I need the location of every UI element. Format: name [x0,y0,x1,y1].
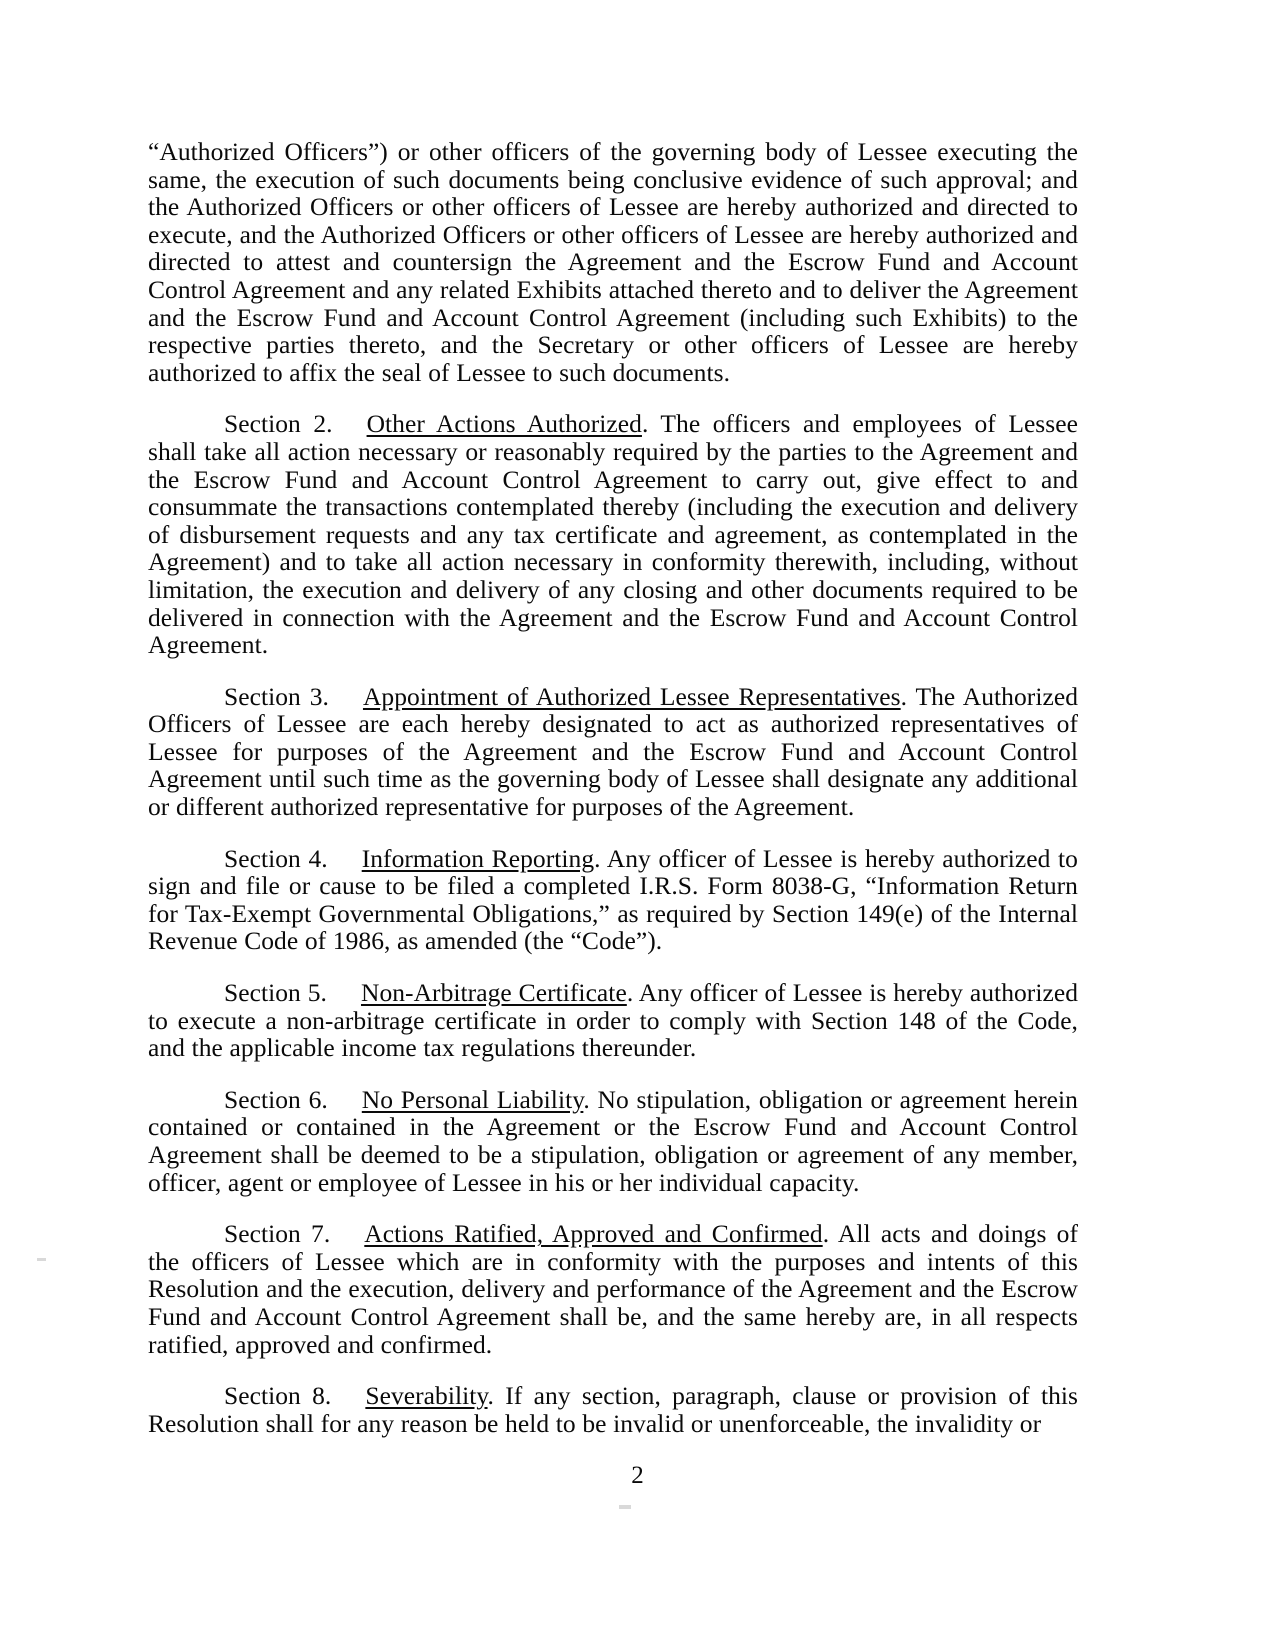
paragraph-section-8 [148,1382,1078,1437]
section-body: . The Authorized Officers of Lessee are each hereby designated to act as authorized representatives of Lessee for purposes of the Agreement and the Escrow Fund and Account Control Agreement until such time as the governing body of Lessee shall designate any additional or different authorized representative for purposes of the Agreement. [148,681,1078,822]
section-number: Section 6. [224,1084,328,1114]
section-body: . No stipulation, obligation or agreement herein contained or contained in the Agreement or the Escrow Fund and Account Control Agreement shall be deemed to be a stipulation, obligation or agreement of any member, officer, agent or employee of Lessee in his or her individual capacity. [148,1084,1078,1197]
section-number: Section 2. [224,409,333,439]
paragraph-continuation [148,138,1078,386]
page-number: 2 [631,1462,644,1489]
section-body: . Any officer of Lessee is hereby authorized to sign and file or cause to be filed a completed I.R.S. Form 8038-G, “Information Return for Tax-Exempt Governmental Obligations,” as required by Section 149(e) of the Internal Revenue Code of 1986, as amended (the “Code”). [148,843,1078,956]
section-number: Section 8. [224,1381,332,1411]
section-heading: Other Actions Authorized [366,409,642,439]
paragraph-section-7 [148,1220,1078,1358]
section-number: Section 7. [224,1219,331,1249]
section-number: Section 3. [224,681,329,711]
section-number: Section 4. [224,843,328,873]
section-number: Section 5. [224,978,327,1008]
section-heading: Actions Ratified, Approved and Confirmed [364,1219,823,1249]
paragraph-section-4 [148,845,1078,955]
document-body [148,138,1078,1437]
section-body: . Any officer of Lessee is hereby authorized to execute a non-arbitrage certificate in order to comply with Section 148 of the Code, and the applicable income tax regulations thereunder. [148,978,1079,1063]
section-heading: Non-Arbitrage Certificate [360,978,627,1008]
paragraph-section-2 [148,410,1078,658]
section-heading: Severability [365,1381,488,1411]
section-body: . All acts and doings of the officers of Lessee which are in conformity with the purposes and intents of this Resolution and the execution, delivery and performance of the Agreement and the Escrow Fund and Account Control Agreement shall be, and the same hereby are, in all respects ratified, approved and confirmed. [148,1219,1079,1359]
paragraph-text: “Authorized Officers”) or other officers of the governing body of Lessee executing the same, the execution of such documents being conclusive evidence of such approval; and the Authorized Officers or other officers of Lessee are hereby authorized and directed to execute, and the Authorized Officers or other officers of Lessee are hereby authorized and directed to attest and countersign the Agreement and the Escrow Fund and Account Control Agreement and any related Exhibits attached thereto and to deliver the Agreement and the Escrow Fund and Account Control Agreement (including such Exhibits) to the respective parties thereto, and the Secretary or other officers of Lessee are hereby authorized to affix the seal of Lessee to such documents. [148,137,1078,387]
paragraph-section-5 [148,979,1078,1062]
section-heading: Appointment of Authorized Lessee Representatives [362,681,901,711]
section-heading: Information Reporting [361,843,595,873]
section-heading: No Personal Liability [361,1084,584,1114]
section-body: . If any section, paragraph, clause or provision of this Resolution shall for any reason be held to be invalid or unenforceable, the invalidity or [148,1381,1078,1438]
section-body: . The officers and employees of Lessee shall take all action necessary or reasonably required by the parties to the Agreement and the Escrow Fund and Account Control Agreement to carry out, give effect to and consummate the transactions contemplated thereby (including the execution and delivery of disbursement requests and any tax certificate and agreement, as contemplated in the Agreement) and to take all action necessary in conformity therewith, including, without limitation, the execution and delivery of any closing and other documents required to be delivered in connection with the Agreement and the Escrow Fund and Account Control Agreement. [148,409,1078,660]
paragraph-section-3 [148,683,1078,821]
paragraph-section-6 [148,1086,1078,1196]
